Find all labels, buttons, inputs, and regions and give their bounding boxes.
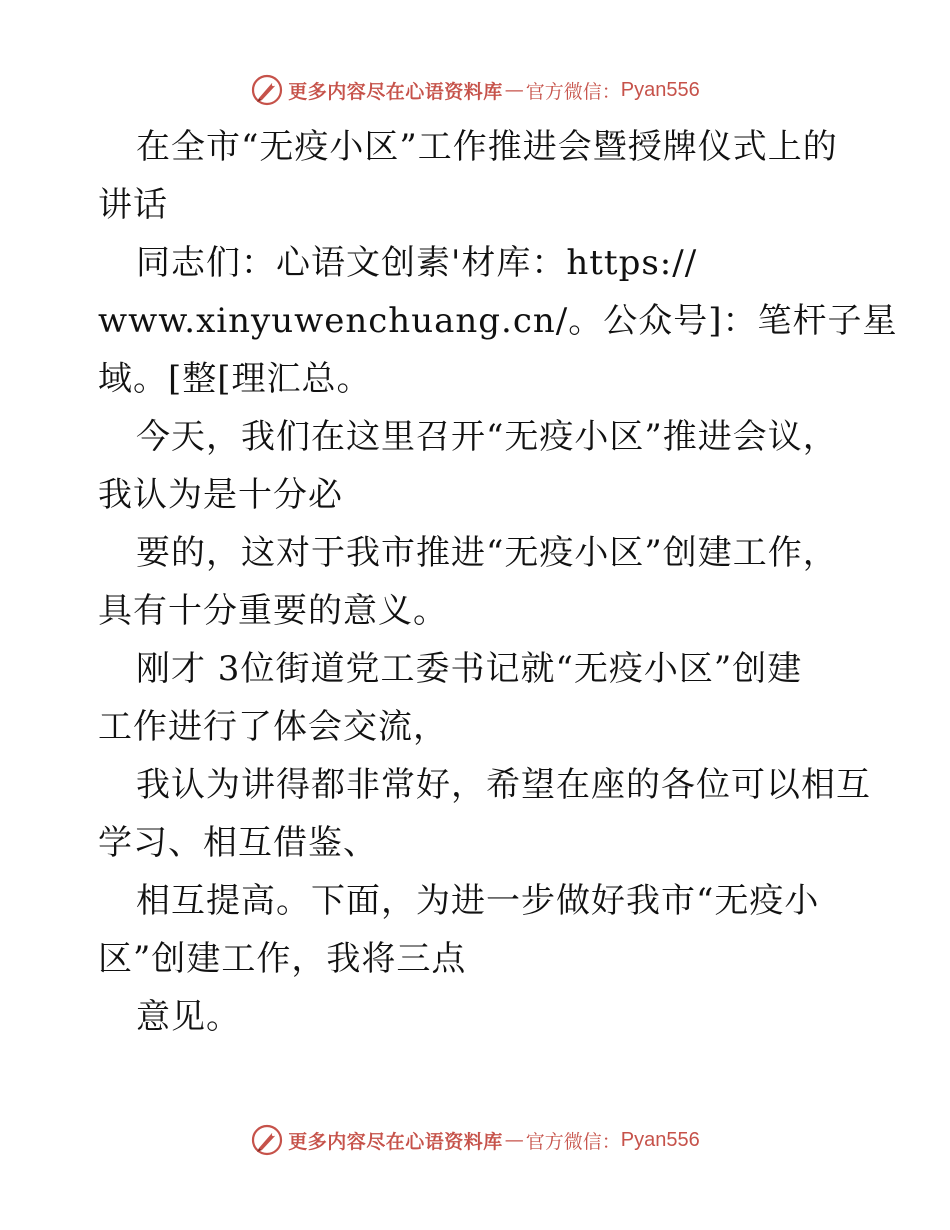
- text-line-6: 今天，我们在这里召开“无疫小区”推进会议，: [136, 417, 838, 457]
- text-line-12: 我认为讲得都非常好，希望在座的各位可以相互: [136, 765, 871, 805]
- footer-banner: [0, 1120, 950, 1160]
- banner-separator: —: [504, 79, 524, 101]
- pen-logo-icon: [250, 73, 284, 107]
- text-line-8: 要的，这对于我市推进“无疫小区”创建工作，: [136, 533, 838, 573]
- text-line-2: 讲话: [98, 185, 168, 225]
- document-body: [98, 118, 898, 1046]
- banner-wechat-id: Pyan556: [620, 1128, 700, 1151]
- text-line-9: 具有十分重要的意义。: [98, 591, 448, 631]
- text-line-5: 域。[整[理汇总。: [98, 359, 372, 399]
- text-line-15: 区”创建工作，我将三点: [98, 939, 467, 979]
- banner-title: 更多内容尽在心语资料库: [288, 80, 503, 103]
- banner-wechat-label: 官方微信：: [525, 1130, 621, 1153]
- text-line-4: www.xinyuwenchuang.cn/。公众号]：笔杆子星: [98, 301, 898, 341]
- banner-wechat-label: 官方微信：: [525, 80, 621, 103]
- text-line-7: 我认为是十分必: [98, 475, 343, 515]
- pen-logo-icon: [250, 1123, 284, 1157]
- text-line-16: 意见。: [136, 997, 241, 1037]
- text-line-10: 刚才 3位街道党工委书记就“无疫小区”创建: [136, 649, 803, 689]
- banner-title: 更多内容尽在心语资料库: [288, 1130, 503, 1153]
- text-line-11: 工作进行了体会交流，: [98, 707, 448, 747]
- text-line-14: 相互提高。下面，为进一步做好我市“无疫小: [136, 881, 820, 921]
- banner-separator: —: [504, 1129, 524, 1151]
- text-line-3: 同志们：心语文创素'材库：https://: [136, 243, 698, 283]
- banner-wechat-id: Pyan556: [620, 78, 700, 101]
- header-banner: [0, 70, 950, 110]
- text-line-1: 在全市“无疫小区”工作推进会暨授牌仪式上的: [136, 127, 838, 167]
- text-line-13: 学习、相互借鉴、: [98, 823, 378, 863]
